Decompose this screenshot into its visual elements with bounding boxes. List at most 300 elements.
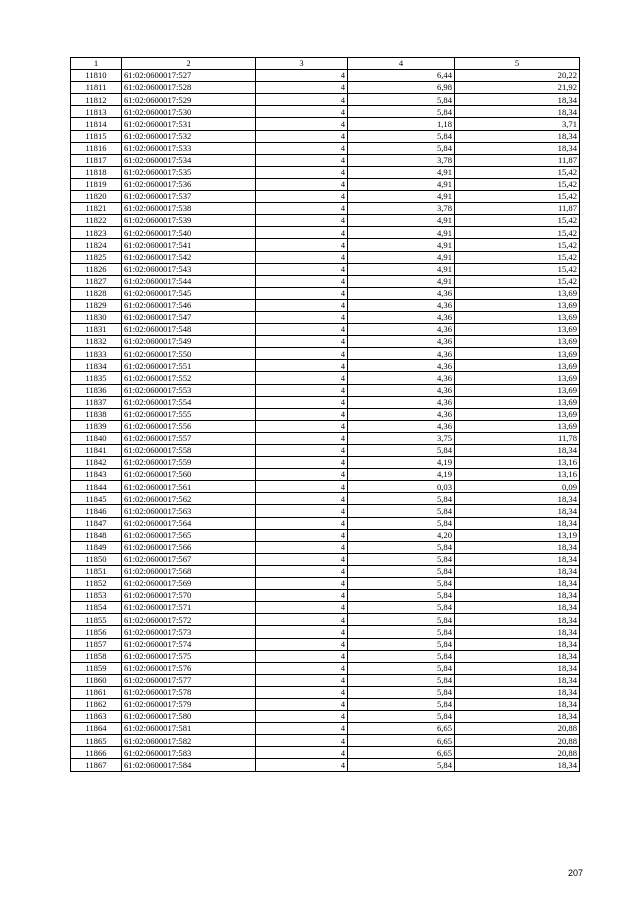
code-cell: 4 — [256, 408, 348, 420]
amount-cell: 13,69 — [455, 396, 580, 408]
value-cell: 6,65 — [348, 723, 455, 735]
amount-cell: 13,69 — [455, 311, 580, 323]
value-cell: 5,84 — [348, 541, 455, 553]
value-cell: 5,84 — [348, 142, 455, 154]
row-number-cell: 11851 — [71, 565, 122, 577]
column-header-3: 3 — [256, 58, 348, 70]
value-cell: 4,91 — [348, 275, 455, 287]
value-cell: 4,91 — [348, 263, 455, 275]
row-number-cell: 11839 — [71, 420, 122, 432]
row-number-cell: 11817 — [71, 154, 122, 166]
table-row — [71, 227, 580, 239]
amount-cell: 13,69 — [455, 336, 580, 348]
code-cell: 4 — [256, 723, 348, 735]
table-row — [71, 348, 580, 360]
amount-cell: 21,92 — [455, 82, 580, 94]
table-row — [71, 336, 580, 348]
value-cell: 5,84 — [348, 602, 455, 614]
table-row — [71, 191, 580, 203]
cadastral-number-cell: 61:02:0600017:555 — [122, 408, 256, 420]
cadastral-number-cell: 61:02:0600017:560 — [122, 469, 256, 481]
amount-cell: 11,87 — [455, 203, 580, 215]
row-number-cell: 11866 — [71, 747, 122, 759]
code-cell: 4 — [256, 348, 348, 360]
cadastral-number-cell: 61:02:0600017:540 — [122, 227, 256, 239]
table-row — [71, 251, 580, 263]
value-cell: 5,84 — [348, 94, 455, 106]
code-cell: 4 — [256, 541, 348, 553]
table-row — [71, 275, 580, 287]
code-cell: 4 — [256, 372, 348, 384]
amount-cell: 18,34 — [455, 142, 580, 154]
row-number-cell: 11864 — [71, 723, 122, 735]
value-cell: 4,36 — [348, 311, 455, 323]
table-row — [71, 166, 580, 178]
value-cell: 6,65 — [348, 747, 455, 759]
value-cell: 5,84 — [348, 106, 455, 118]
table-row — [71, 420, 580, 432]
code-cell: 4 — [256, 275, 348, 287]
value-cell: 6,65 — [348, 735, 455, 747]
cadastral-number-cell: 61:02:0600017:544 — [122, 275, 256, 287]
cadastral-number-cell: 61:02:0600017:565 — [122, 529, 256, 541]
value-cell: 4,20 — [348, 529, 455, 541]
table-row — [71, 324, 580, 336]
table-row — [71, 372, 580, 384]
cadastral-number-cell: 61:02:0600017:552 — [122, 372, 256, 384]
row-number-cell: 11819 — [71, 178, 122, 190]
amount-cell: 18,34 — [455, 517, 580, 529]
cadastral-number-cell: 61:02:0600017:570 — [122, 590, 256, 602]
code-cell: 4 — [256, 324, 348, 336]
code-cell: 4 — [256, 517, 348, 529]
cadastral-number-cell: 61:02:0600017:541 — [122, 239, 256, 251]
code-cell: 4 — [256, 674, 348, 686]
row-number-cell: 11827 — [71, 275, 122, 287]
value-cell: 4,36 — [348, 336, 455, 348]
cadastral-number-cell: 61:02:0600017:536 — [122, 178, 256, 190]
row-number-cell: 11812 — [71, 94, 122, 106]
table-row — [71, 215, 580, 227]
value-cell: 3,75 — [348, 432, 455, 444]
table-row — [71, 565, 580, 577]
header-row — [71, 58, 580, 70]
code-cell: 4 — [256, 191, 348, 203]
row-number-cell: 11841 — [71, 445, 122, 457]
amount-cell: 0,09 — [455, 481, 580, 493]
code-cell: 4 — [256, 360, 348, 372]
table-row — [71, 311, 580, 323]
column-header-4: 4 — [348, 58, 455, 70]
cadastral-number-cell: 61:02:0600017:563 — [122, 505, 256, 517]
value-cell: 5,84 — [348, 578, 455, 590]
amount-cell: 18,34 — [455, 686, 580, 698]
cadastral-number-cell: 61:02:0600017:558 — [122, 445, 256, 457]
cadastral-number-cell: 61:02:0600017:530 — [122, 106, 256, 118]
value-cell: 4,36 — [348, 360, 455, 372]
table-row — [71, 106, 580, 118]
row-number-cell: 11810 — [71, 70, 122, 82]
amount-cell: 15,42 — [455, 178, 580, 190]
value-cell: 4,91 — [348, 166, 455, 178]
code-cell: 4 — [256, 239, 348, 251]
row-number-cell: 11822 — [71, 215, 122, 227]
cadastral-number-cell: 61:02:0600017:584 — [122, 759, 256, 771]
cadastral-number-cell: 61:02:0600017:572 — [122, 614, 256, 626]
value-cell: 4,91 — [348, 227, 455, 239]
row-number-cell: 11846 — [71, 505, 122, 517]
row-number-cell: 11844 — [71, 481, 122, 493]
cadastral-number-cell: 61:02:0600017:557 — [122, 432, 256, 444]
cadastral-number-cell: 61:02:0600017:576 — [122, 662, 256, 674]
amount-cell: 18,34 — [455, 445, 580, 457]
row-number-cell: 11836 — [71, 384, 122, 396]
value-cell: 5,84 — [348, 759, 455, 771]
cadastral-number-cell: 61:02:0600017:547 — [122, 311, 256, 323]
value-cell: 5,84 — [348, 553, 455, 565]
table-row — [71, 735, 580, 747]
page-number: 207 — [567, 868, 583, 878]
code-cell: 4 — [256, 698, 348, 710]
amount-cell: 15,42 — [455, 239, 580, 251]
code-cell: 4 — [256, 251, 348, 263]
amount-cell: 20,88 — [455, 735, 580, 747]
row-number-cell: 11837 — [71, 396, 122, 408]
code-cell: 4 — [256, 106, 348, 118]
table-row — [71, 445, 580, 457]
table-row — [71, 662, 580, 674]
cadastral-number-cell: 61:02:0600017:577 — [122, 674, 256, 686]
code-cell: 4 — [256, 662, 348, 674]
value-cell: 4,36 — [348, 324, 455, 336]
row-number-cell: 11857 — [71, 638, 122, 650]
row-number-cell: 11816 — [71, 142, 122, 154]
row-number-cell: 11855 — [71, 614, 122, 626]
cadastral-number-cell: 61:02:0600017:556 — [122, 420, 256, 432]
code-cell: 4 — [256, 602, 348, 614]
table-row — [71, 529, 580, 541]
row-number-cell: 11832 — [71, 336, 122, 348]
table-row — [71, 432, 580, 444]
amount-cell: 15,42 — [455, 227, 580, 239]
value-cell: 4,36 — [348, 408, 455, 420]
code-cell: 4 — [256, 469, 348, 481]
value-cell: 4,91 — [348, 251, 455, 263]
row-number-cell: 11842 — [71, 457, 122, 469]
amount-cell: 15,42 — [455, 263, 580, 275]
row-number-cell: 11861 — [71, 686, 122, 698]
table-row — [71, 723, 580, 735]
row-number-cell: 11829 — [71, 299, 122, 311]
table-row — [71, 493, 580, 505]
amount-cell: 18,34 — [455, 493, 580, 505]
value-cell: 5,84 — [348, 626, 455, 638]
value-cell: 0,03 — [348, 481, 455, 493]
value-cell: 5,84 — [348, 130, 455, 142]
cadastral-number-cell: 61:02:0600017:528 — [122, 82, 256, 94]
row-number-cell: 11818 — [71, 166, 122, 178]
code-cell: 4 — [256, 263, 348, 275]
column-header-2: 2 — [122, 58, 256, 70]
cadastral-number-cell: 61:02:0600017:554 — [122, 396, 256, 408]
cadastral-number-cell: 61:02:0600017:581 — [122, 723, 256, 735]
value-cell: 5,84 — [348, 711, 455, 723]
code-cell: 4 — [256, 565, 348, 577]
amount-cell: 18,34 — [455, 650, 580, 662]
table-row — [71, 578, 580, 590]
cadastral-number-cell: 61:02:0600017:534 — [122, 154, 256, 166]
table-row — [71, 481, 580, 493]
code-cell: 4 — [256, 118, 348, 130]
amount-cell: 13,69 — [455, 360, 580, 372]
cadastral-number-cell: 61:02:0600017:542 — [122, 251, 256, 263]
value-cell: 4,91 — [348, 178, 455, 190]
value-cell: 5,84 — [348, 590, 455, 602]
cadastral-number-cell: 61:02:0600017:562 — [122, 493, 256, 505]
cadastral-number-cell: 61:02:0600017:539 — [122, 215, 256, 227]
code-cell: 4 — [256, 203, 348, 215]
value-cell: 6,98 — [348, 82, 455, 94]
row-number-cell: 11858 — [71, 650, 122, 662]
table-row — [71, 614, 580, 626]
table-row — [71, 686, 580, 698]
amount-cell: 18,34 — [455, 759, 580, 771]
code-cell: 4 — [256, 384, 348, 396]
code-cell: 4 — [256, 711, 348, 723]
value-cell: 4,36 — [348, 420, 455, 432]
table-row — [71, 299, 580, 311]
table-row — [71, 94, 580, 106]
value-cell: 5,84 — [348, 445, 455, 457]
amount-cell: 13,69 — [455, 408, 580, 420]
code-cell: 4 — [256, 686, 348, 698]
table-row — [71, 747, 580, 759]
cadastral-number-cell: 61:02:0600017:566 — [122, 541, 256, 553]
row-number-cell: 11828 — [71, 287, 122, 299]
row-number-cell: 11850 — [71, 553, 122, 565]
amount-cell: 18,34 — [455, 94, 580, 106]
table-row — [71, 711, 580, 723]
value-cell: 5,84 — [348, 650, 455, 662]
cadastral-number-cell: 61:02:0600017:561 — [122, 481, 256, 493]
row-number-cell: 11865 — [71, 735, 122, 747]
cadastral-number-cell: 61:02:0600017:575 — [122, 650, 256, 662]
cadastral-number-cell: 61:02:0600017:568 — [122, 565, 256, 577]
value-cell: 4,36 — [348, 396, 455, 408]
amount-cell: 20,88 — [455, 723, 580, 735]
cadastral-number-cell: 61:02:0600017:582 — [122, 735, 256, 747]
cadastral-number-cell: 61:02:0600017:546 — [122, 299, 256, 311]
code-cell: 4 — [256, 130, 348, 142]
value-cell: 5,84 — [348, 565, 455, 577]
value-cell: 4,36 — [348, 372, 455, 384]
amount-cell: 13,69 — [455, 372, 580, 384]
row-number-cell: 11862 — [71, 698, 122, 710]
table-row — [71, 396, 580, 408]
amount-cell: 18,34 — [455, 674, 580, 686]
row-number-cell: 11838 — [71, 408, 122, 420]
value-cell: 6,44 — [348, 70, 455, 82]
cadastral-number-cell: 61:02:0600017:580 — [122, 711, 256, 723]
table-row — [71, 154, 580, 166]
amount-cell: 11,87 — [455, 154, 580, 166]
row-number-cell: 11848 — [71, 529, 122, 541]
amount-cell: 18,34 — [455, 711, 580, 723]
amount-cell: 13,69 — [455, 299, 580, 311]
row-number-cell: 11863 — [71, 711, 122, 723]
code-cell: 4 — [256, 70, 348, 82]
value-cell: 4,19 — [348, 469, 455, 481]
table-row — [71, 517, 580, 529]
cadastral-number-cell: 61:02:0600017:567 — [122, 553, 256, 565]
code-cell: 4 — [256, 638, 348, 650]
amount-cell: 20,88 — [455, 747, 580, 759]
code-cell: 4 — [256, 287, 348, 299]
row-number-cell: 11849 — [71, 541, 122, 553]
cadastral-number-cell: 61:02:0600017:529 — [122, 94, 256, 106]
column-header-1: 1 — [71, 58, 122, 70]
amount-cell: 18,34 — [455, 662, 580, 674]
amount-cell: 13,69 — [455, 324, 580, 336]
table-row — [71, 674, 580, 686]
row-number-cell: 11845 — [71, 493, 122, 505]
row-number-cell: 11814 — [71, 118, 122, 130]
value-cell: 4,36 — [348, 384, 455, 396]
code-cell: 4 — [256, 166, 348, 178]
row-number-cell: 11821 — [71, 203, 122, 215]
cadastral-number-cell: 61:02:0600017:578 — [122, 686, 256, 698]
table-row — [71, 469, 580, 481]
amount-cell: 20,22 — [455, 70, 580, 82]
table-row — [71, 178, 580, 190]
cadastral-number-cell: 61:02:0600017:533 — [122, 142, 256, 154]
row-number-cell: 11820 — [71, 191, 122, 203]
value-cell: 4,91 — [348, 239, 455, 251]
table-row — [71, 541, 580, 553]
table-row — [71, 142, 580, 154]
value-cell: 5,84 — [348, 698, 455, 710]
code-cell: 4 — [256, 432, 348, 444]
value-cell: 5,84 — [348, 614, 455, 626]
amount-cell: 13,69 — [455, 384, 580, 396]
amount-cell: 15,42 — [455, 215, 580, 227]
code-cell: 4 — [256, 396, 348, 408]
cadastral-number-cell: 61:02:0600017:579 — [122, 698, 256, 710]
amount-cell: 18,34 — [455, 106, 580, 118]
row-number-cell: 11824 — [71, 239, 122, 251]
column-header-5: 5 — [455, 58, 580, 70]
table-row — [71, 82, 580, 94]
table-row — [71, 759, 580, 771]
table-row — [71, 384, 580, 396]
cadastral-number-cell: 61:02:0600017:545 — [122, 287, 256, 299]
value-cell: 5,84 — [348, 505, 455, 517]
value-cell: 3,78 — [348, 154, 455, 166]
amount-cell: 15,42 — [455, 251, 580, 263]
table-row — [71, 408, 580, 420]
table-row — [71, 70, 580, 82]
row-number-cell: 11859 — [71, 662, 122, 674]
cadastral-number-cell: 61:02:0600017:535 — [122, 166, 256, 178]
table-row — [71, 602, 580, 614]
row-number-cell: 11835 — [71, 372, 122, 384]
cadastral-number-cell: 61:02:0600017:543 — [122, 263, 256, 275]
code-cell: 4 — [256, 94, 348, 106]
value-cell: 4,36 — [348, 299, 455, 311]
cadastral-number-cell: 61:02:0600017:532 — [122, 130, 256, 142]
value-cell: 3,78 — [348, 203, 455, 215]
cadastral-number-cell: 61:02:0600017:531 — [122, 118, 256, 130]
table-row — [71, 638, 580, 650]
value-cell: 4,91 — [348, 215, 455, 227]
amount-cell: 15,42 — [455, 275, 580, 287]
code-cell: 4 — [256, 299, 348, 311]
value-cell: 5,84 — [348, 517, 455, 529]
row-number-cell: 11847 — [71, 517, 122, 529]
amount-cell: 13,16 — [455, 469, 580, 481]
cadastral-number-cell: 61:02:0600017:574 — [122, 638, 256, 650]
table-row — [71, 553, 580, 565]
value-cell: 4,91 — [348, 191, 455, 203]
amount-cell: 18,34 — [455, 578, 580, 590]
amount-cell: 11,78 — [455, 432, 580, 444]
amount-cell: 18,34 — [455, 590, 580, 602]
table-row — [71, 505, 580, 517]
cadastral-number-cell: 61:02:0600017:583 — [122, 747, 256, 759]
value-cell: 4,36 — [348, 287, 455, 299]
code-cell: 4 — [256, 590, 348, 602]
row-number-cell: 11867 — [71, 759, 122, 771]
table-row — [71, 650, 580, 662]
row-number-cell: 11852 — [71, 578, 122, 590]
amount-cell: 18,34 — [455, 565, 580, 577]
table-row — [71, 590, 580, 602]
code-cell: 4 — [256, 553, 348, 565]
row-number-cell: 11826 — [71, 263, 122, 275]
cadastral-number-cell: 61:02:0600017:564 — [122, 517, 256, 529]
amount-cell: 18,34 — [455, 553, 580, 565]
code-cell: 4 — [256, 481, 348, 493]
table-row — [71, 118, 580, 130]
cadastral-number-cell: 61:02:0600017:549 — [122, 336, 256, 348]
value-cell: 4,36 — [348, 348, 455, 360]
code-cell: 4 — [256, 650, 348, 662]
value-cell: 5,84 — [348, 674, 455, 686]
value-cell: 5,84 — [348, 493, 455, 505]
amount-cell: 18,34 — [455, 698, 580, 710]
value-cell: 1,18 — [348, 118, 455, 130]
code-cell: 4 — [256, 227, 348, 239]
row-number-cell: 11815 — [71, 130, 122, 142]
code-cell: 4 — [256, 493, 348, 505]
code-cell: 4 — [256, 759, 348, 771]
value-cell: 5,84 — [348, 638, 455, 650]
table-row — [71, 203, 580, 215]
code-cell: 4 — [256, 445, 348, 457]
table-body — [71, 70, 580, 771]
cadastral-number-cell: 61:02:0600017:538 — [122, 203, 256, 215]
row-number-cell: 11823 — [71, 227, 122, 239]
table-row — [71, 287, 580, 299]
amount-cell: 18,34 — [455, 614, 580, 626]
code-cell: 4 — [256, 215, 348, 227]
cadastral-number-cell: 61:02:0600017:573 — [122, 626, 256, 638]
cadastral-number-cell: 61:02:0600017:550 — [122, 348, 256, 360]
row-number-cell: 11833 — [71, 348, 122, 360]
row-number-cell: 11843 — [71, 469, 122, 481]
cadastral-number-cell: 61:02:0600017:553 — [122, 384, 256, 396]
table-row — [71, 457, 580, 469]
